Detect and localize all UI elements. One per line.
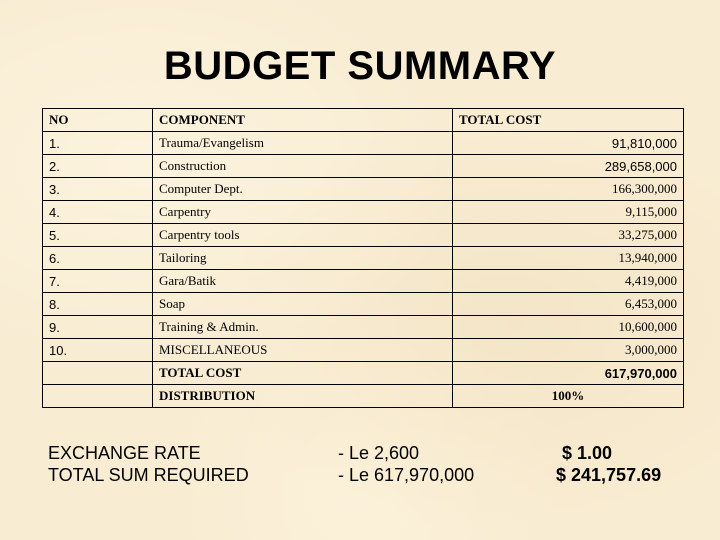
row-no: 1. bbox=[43, 132, 153, 155]
distribution-label: DISTRIBUTION bbox=[153, 385, 453, 408]
row-cost: 10,600,000 bbox=[453, 316, 684, 339]
exchange-rate-le: - Le 2,600 bbox=[338, 443, 420, 463]
row-no: 6. bbox=[43, 247, 153, 270]
row-cost: 9,115,000 bbox=[453, 201, 684, 224]
row-no: 9. bbox=[43, 316, 153, 339]
row-component: Gara/Batik bbox=[153, 270, 453, 293]
row-component: Training & Admin. bbox=[153, 316, 453, 339]
row-no: 3. bbox=[43, 178, 153, 201]
total-sum-le: - Le 617,970,000 bbox=[338, 465, 475, 485]
table-row bbox=[43, 270, 684, 293]
row-no: 4. bbox=[43, 201, 153, 224]
distribution-value: 100% bbox=[453, 385, 684, 408]
budget-table bbox=[42, 108, 684, 408]
row-cost: 91,810,000 bbox=[453, 132, 684, 155]
header-total-cost: TOTAL COST bbox=[453, 109, 684, 132]
total-value: 617,970,000 bbox=[453, 362, 684, 385]
row-component: Computer Dept. bbox=[153, 178, 453, 201]
row-component: Soap bbox=[153, 293, 453, 316]
table-row bbox=[43, 247, 684, 270]
row-cost: 13,940,000 bbox=[453, 247, 684, 270]
row-component: MISCELLANEOUS bbox=[153, 339, 453, 362]
table-row bbox=[43, 316, 684, 339]
page-title: BUDGET SUMMARY bbox=[163, 44, 557, 88]
row-no: 7. bbox=[43, 270, 153, 293]
row-cost: 6,453,000 bbox=[453, 293, 684, 316]
table-row bbox=[43, 293, 684, 316]
row-cost: 289,658,000 bbox=[453, 155, 684, 178]
row-no: 5. bbox=[43, 224, 153, 247]
table-row bbox=[43, 178, 684, 201]
row-component: Trauma/Evangelism bbox=[153, 132, 453, 155]
row-no: 2. bbox=[43, 155, 153, 178]
row-component: Carpentry tools bbox=[153, 224, 453, 247]
exchange-rate-label: EXCHANGE RATE bbox=[48, 443, 201, 463]
table-header-row bbox=[43, 109, 684, 132]
total-label: TOTAL COST bbox=[153, 362, 453, 385]
row-cost: 166,300,000 bbox=[453, 178, 684, 201]
total-empty-cell bbox=[43, 362, 153, 385]
total-sum-label: TOTAL SUM REQUIRED bbox=[48, 465, 249, 485]
distribution-row bbox=[43, 385, 684, 408]
table-row bbox=[43, 224, 684, 247]
table-row bbox=[43, 132, 684, 155]
total-row bbox=[43, 362, 684, 385]
header-component: COMPONENT bbox=[153, 109, 453, 132]
table-row bbox=[43, 155, 684, 178]
total-sum-usd: $ 241,757.69 bbox=[556, 465, 662, 485]
exchange-rate-usd: $ 1.00 bbox=[562, 443, 613, 463]
distribution-empty-cell bbox=[43, 385, 153, 408]
table-row bbox=[43, 339, 684, 362]
row-component: Construction bbox=[153, 155, 453, 178]
header-no: NO bbox=[43, 109, 153, 132]
row-cost: 4,419,000 bbox=[453, 270, 684, 293]
table-row bbox=[43, 201, 684, 224]
row-cost: 3,000,000 bbox=[453, 339, 684, 362]
row-component: Tailoring bbox=[153, 247, 453, 270]
row-no: 10. bbox=[43, 339, 153, 362]
row-component: Carpentry bbox=[153, 201, 453, 224]
row-cost: 33,275,000 bbox=[453, 224, 684, 247]
row-no: 8. bbox=[43, 293, 153, 316]
